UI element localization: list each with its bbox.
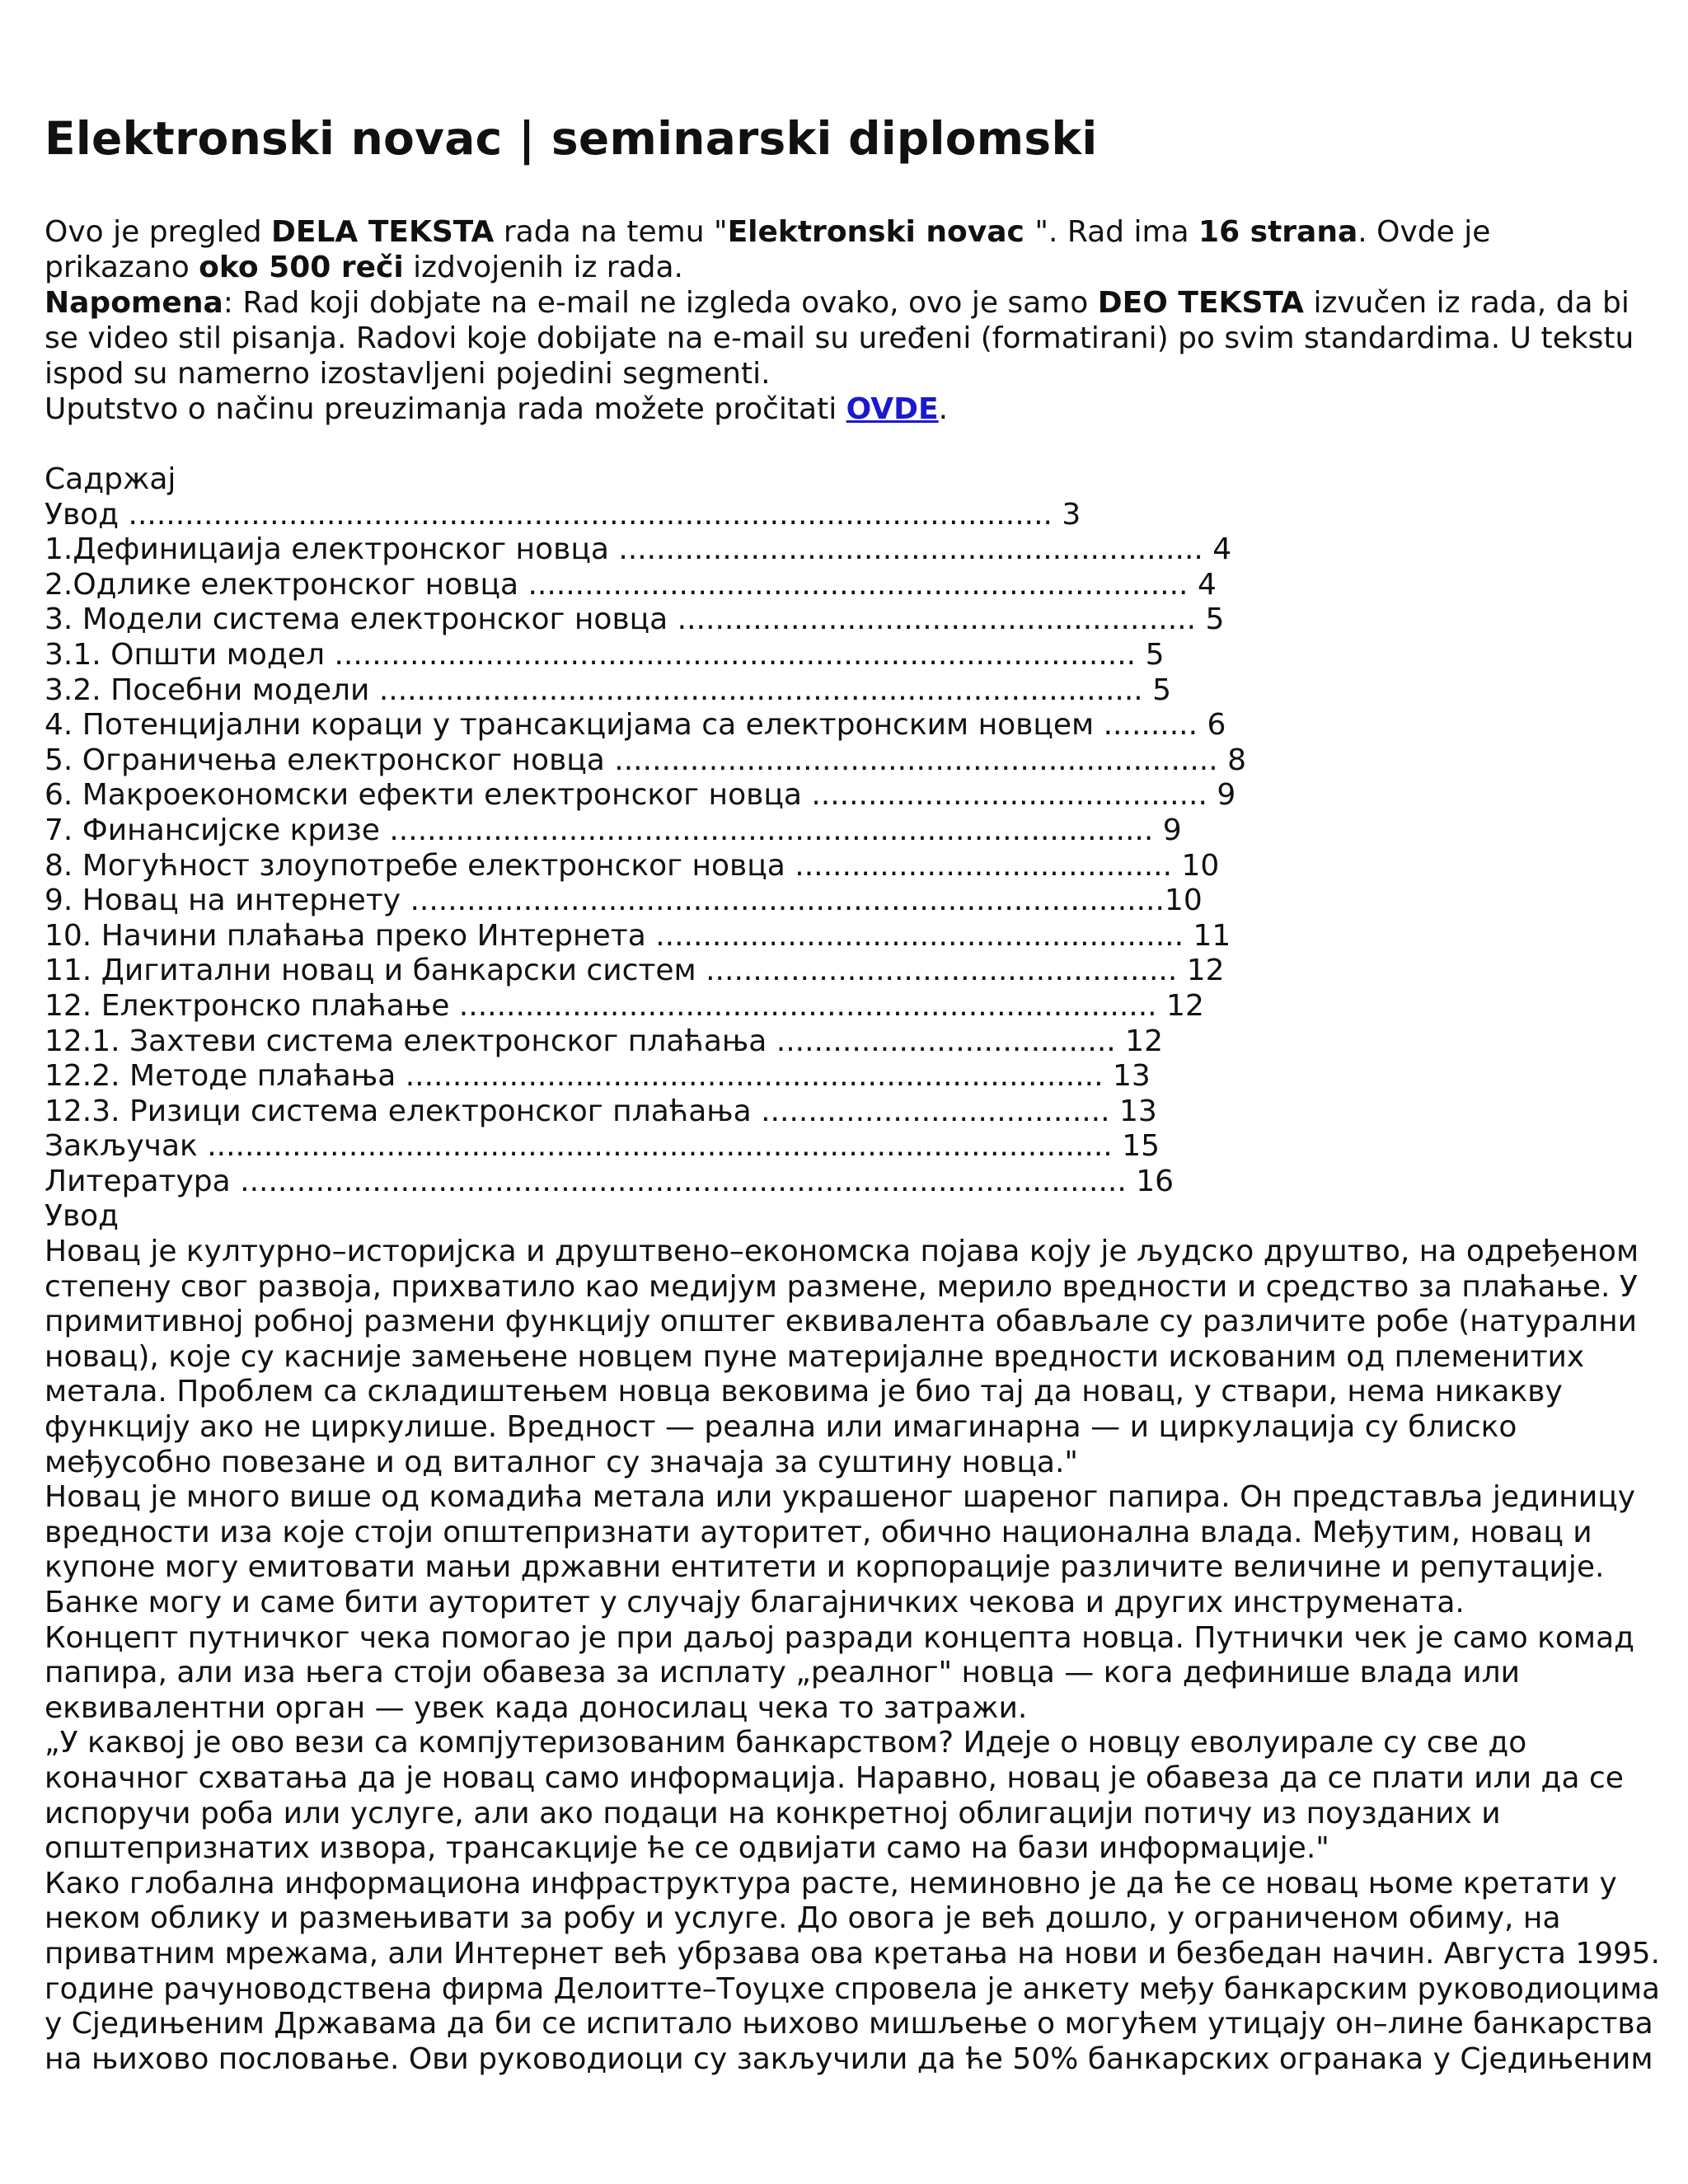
intro-text: ". Rad ima xyxy=(1034,215,1199,249)
body-line: Новац је културно–историјска и друштвено–економска појава коју је људско друштво, на одређеном xyxy=(45,1235,1639,1269)
note-text: izvučen iz rada, da bi xyxy=(1304,286,1629,320)
intro-bold: oko 500 reči xyxy=(199,251,404,284)
toc-entry: 7. Финансијске кризе ................................................................................. 9 xyxy=(45,813,1182,847)
toc-entry: 6. Макроекономски ефекти електронског новца .......................................... 9 xyxy=(45,778,1236,813)
intro-bold: DELA TEKSTA xyxy=(271,215,495,249)
body-line: на њихово пословање. Ови руководиоци су закључили да ће 50% банкарских огранака у Сједињеним xyxy=(45,2041,1653,2076)
toc-entry: 12.2. Методе плаћања .......................................................................... 13 xyxy=(45,1059,1151,1094)
body-line: папира, али иза њега стоји обавеза за исплату „реалног" новца — кога дефинише влада или xyxy=(45,1656,1521,1690)
toc-entry: 12. Електронско плаћање .......................................................................... 12 xyxy=(45,988,1204,1023)
body-line: године рачуноводствена фирма Делоитте–Тоуцхе спровела је анкету међу банкарским руководиоцима xyxy=(45,1971,1660,2006)
instructions-text: Uputstvo o načinu preuzimanja rada možete pročitati xyxy=(45,392,846,426)
note-bold: DEO TEKSTA xyxy=(1097,286,1304,320)
toc-entry: 5. Ограничења електронског новца ................................................................ 8 xyxy=(45,743,1247,777)
toc-entry: 10. Начини плаћања преко Интернета ........................................................ 11 xyxy=(45,918,1231,953)
body-line: приватним мрежама, али Интернет већ убрзава ова кретања на нови и безбедан начин. Августа 1995. xyxy=(45,1936,1661,1971)
body-line: примитивној робној размени функцију општег еквивалента обављале су различите робе (натурални xyxy=(45,1305,1638,1339)
note-text: : Rad koji dobjate na e-mail ne izgleda ovako, ovo je samo xyxy=(223,286,1098,320)
instructions-text: . xyxy=(938,392,949,426)
table-of-contents xyxy=(45,498,1660,1200)
intro-bold: Elektronski novac xyxy=(727,215,1035,249)
toc-entry: Закључак ................................................................................................ 15 xyxy=(45,1129,1160,1164)
toc-entry: 3. Модели система електронског новца ....................................................... 5 xyxy=(45,602,1225,637)
note-line-3: ispod su namerno izostavljeni pojedini segmenti. xyxy=(45,357,771,391)
intro-text: prikazano xyxy=(45,251,199,284)
body-line: вредности иза које стоји општепризнати ауторитет, обично национална влада. Међутим, новац и xyxy=(45,1515,1592,1549)
section-heading: Увод xyxy=(45,1199,120,1234)
body-line: у Сједињеним Државама да би се испитало њихово мишљење о могућем утицају он–лине банкарства xyxy=(45,2007,1653,2041)
body-line: степену свог развоја, прихватило као медијум размене, мерило вредности и средство за плаћање. У xyxy=(45,1269,1638,1304)
body-line: функцију ако не циркулише. Вредност — реална или имагинарна — и циркулација су блиско xyxy=(45,1410,1517,1445)
body-line: новац), које су касније замењене новцем пуне материјалне вредности искованим од племенитих xyxy=(45,1339,1585,1374)
intro-bold: 16 strana xyxy=(1198,215,1358,249)
toc-entry: 11. Дигитални новац и банкарски систем .................................................. 12 xyxy=(45,954,1225,988)
toc-entry: 12.1. Захтеви система електронског плаћања .................................... 12 xyxy=(45,1024,1163,1058)
ovde-link[interactable]: OVDE xyxy=(846,392,939,426)
intro-text: izdvojenih iz rada. xyxy=(403,251,683,284)
body-paragraphs xyxy=(45,1235,1660,2077)
document-body xyxy=(45,462,1660,2077)
toc-entry: Литература .............................................................................................. 16 xyxy=(45,1164,1175,1198)
toc-entry: 3.1. Општи модел ..................................................................................... 5 xyxy=(45,637,1165,672)
toc-entry: 1.Дефиницаија електронског новца .............................................................. 4 xyxy=(45,532,1232,567)
toc-entry: 12.3. Ризици система електронског плаћања ..................................... 13 xyxy=(45,1094,1157,1128)
toc-heading: Садржај xyxy=(45,462,176,496)
body-line: метала. Проблем са складиштењем новца вековима је био тај да новац, у ствари, нема никакву xyxy=(45,1375,1563,1409)
document-page xyxy=(45,105,1660,2077)
intro-text: Ovo je pregled xyxy=(45,215,272,249)
note-label: Napomena xyxy=(45,286,223,320)
intro-block xyxy=(45,214,1660,427)
body-line: коначног схватања да је новац само информација. Наравно, новац је обавеза да се плати или да се xyxy=(45,1760,1624,1795)
toc-entry: 9. Новац на интернету ................................................................................10 xyxy=(45,883,1203,918)
body-line: међусобно повезане и од виталног су значаја за суштину новца." xyxy=(45,1445,1078,1479)
intro-text: rada na temu " xyxy=(494,215,728,249)
intro-line-1 xyxy=(45,214,1660,250)
body-line: еквивалентни орган — увек када доносилац чека то затражи. xyxy=(45,1690,1028,1725)
body-line: „У каквој је ово вези са компјутеризованим банкарством? Идеје о новцу еволуирале су све до xyxy=(45,1726,1527,1760)
body-line: општепризнатих извора, трансакције ће се одвијати само на бази информације." xyxy=(45,1831,1329,1866)
body-line: купоне могу емитовати мањи државни ентитети и корпорације различите величине и репутације. xyxy=(45,1550,1605,1585)
toc-entry: 3.2. Посебни модели ................................................................................. 5 xyxy=(45,673,1172,707)
intro-line-2 xyxy=(45,250,1660,285)
body-line: Концепт путничког чека помогао је при даљој разради концепта новца. Путнички чек је само комад xyxy=(45,1620,1635,1655)
page-title: Elektronski novac | seminarski diplomski xyxy=(45,112,1098,165)
note-line-2: se video stil pisanja. Radovi koje dobijate na e-mail su uređeni (formatirani) po svim standardima. U tekstu xyxy=(45,321,1634,355)
toc-entry: 8. Могућност злоупотребе електронског новца ........................................ 10 xyxy=(45,848,1220,883)
intro-text: . Ovde je xyxy=(1357,215,1491,249)
body-line: неком облику и размењивати за робу и услуге. До овога је већ дошло, у ограниченом обиму, на xyxy=(45,1901,1561,1936)
body-line: Како глобална информациона инфраструктура расте, неминовно је да ће се новац њоме кретати у xyxy=(45,1866,1617,1900)
toc-entry: 4. Потенцијални кораци у трансакцијама са електронским новцем .......... 6 xyxy=(45,708,1226,743)
body-line: Банке могу и саме бити ауторитет у случају благајничких чекова и других инструмената. xyxy=(45,1586,1465,1619)
toc-entry: Увод .................................................................................................. 3 xyxy=(45,497,1081,532)
toc-entry: 2.Одлике електронског новца ...................................................................... 4 xyxy=(45,567,1217,602)
body-line: испоручи роба или услуге, али ако подаци на конкретној облигацији потичу из поузданих и xyxy=(45,1796,1501,1830)
body-line: Новац је много више од комадића метала или украшеног шареног папира. Он представља јединицу xyxy=(45,1480,1636,1515)
instructions-line xyxy=(45,391,1660,427)
note-line-1 xyxy=(45,285,1660,321)
